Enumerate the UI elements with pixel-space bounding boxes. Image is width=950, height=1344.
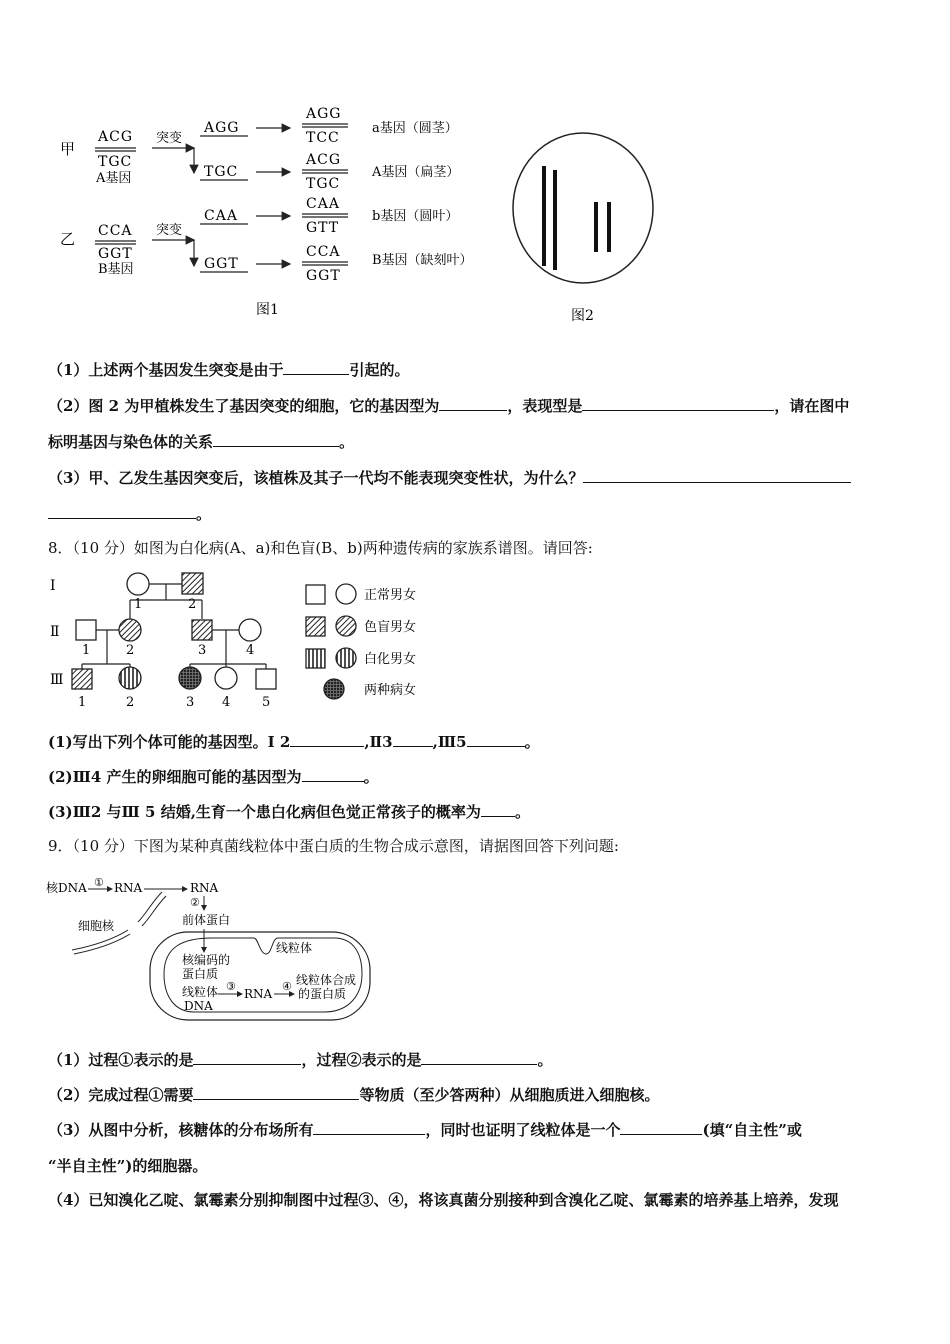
q8-title: 8．（10 分）如图为白化病(A、a)和色盲(B、b)两种遗传病的家族系谱图。请回答:: [48, 539, 593, 557]
q7-blank-6[interactable]: [48, 504, 196, 519]
yi-norm-strand: GGT: [204, 256, 239, 272]
q8-part-1: (1)写出下列个体可能的基因型。Ⅰ 2 ,Ⅱ3 ,Ⅲ5 。: [48, 733, 540, 751]
jia-mut-strand: AGG: [204, 120, 240, 136]
yi-mut-name: b基因（圆叶）: [372, 209, 459, 224]
q9-part-1: （1）过程①表示的是 ，过程②表示的是 。: [48, 1051, 553, 1069]
q7-blank-5[interactable]: [583, 468, 851, 483]
mito-protein-diagram: [44, 874, 384, 1024]
q9-blank-5[interactable]: [620, 1120, 702, 1135]
mt-protein-2: 的蛋白质: [298, 987, 347, 1001]
legend-normal: 正常男女: [364, 588, 417, 603]
q7-part-1: （1）上述两个基因发生突变是由于 引起的。: [48, 361, 410, 379]
mito-label: 线粒体: [276, 941, 313, 955]
jia-orig-top: ACG: [98, 129, 134, 145]
nuclear-envelope: [138, 892, 162, 922]
mt-dna-2: DNA: [184, 999, 213, 1013]
q9-blank-2[interactable]: [421, 1050, 537, 1065]
yi-norm-bottom: GGT: [306, 268, 341, 284]
q8-blank-5[interactable]: [481, 802, 515, 817]
rna-1: RNA: [114, 881, 143, 895]
q9-part-4: （4）已知溴化乙啶、氯霉素分别抑制图中过程③、④，将该真菌分别接种到含溴化乙啶、氯霉素的培养基上培养，发现: [48, 1191, 839, 1209]
jia-norm-name: A基因（扁茎）: [372, 165, 460, 180]
yi-mut-strand: CAA: [204, 208, 238, 224]
gen1-female-1: [127, 573, 149, 595]
figure-1: [48, 98, 508, 328]
q8-blank-3[interactable]: [467, 732, 525, 747]
gen-label-1: Ⅰ: [50, 578, 56, 594]
q7-blank-2[interactable]: [439, 396, 507, 411]
gen3-female-2: [119, 667, 141, 689]
figure-1-caption: 图1: [256, 302, 279, 318]
q8-blank-4[interactable]: [302, 767, 364, 782]
jia-orig-name: A基因: [96, 171, 132, 186]
gen2-female-4: [239, 619, 261, 641]
figure-2-caption: 图2: [571, 308, 594, 324]
pedigree-chart: [44, 566, 444, 716]
gen1-male-2: [182, 573, 203, 594]
gen3-male-5: [256, 669, 276, 689]
q9-blank-4[interactable]: [313, 1120, 425, 1135]
mt-protein-1: 线粒体合成: [296, 973, 357, 987]
precursor-protein: 前体蛋白: [182, 913, 231, 927]
gen2-female-2: [119, 619, 141, 641]
jia-mutation: 突变: [156, 131, 183, 146]
step-1: ①: [94, 876, 104, 889]
yi-orig-bottom: GGT: [98, 246, 133, 262]
nucleus-label: 细胞核: [78, 919, 115, 933]
gen2-num-3: 3: [198, 643, 207, 658]
q7-part-3: （3）甲、乙发生基因突变后，该植株及其子一代均不能表现突变性状，为什么？: [48, 468, 851, 488]
jia-norm-top: ACG: [306, 152, 342, 168]
q7-blank-3[interactable]: [582, 396, 774, 411]
nuc-dna: 核DNA: [46, 881, 87, 895]
gen3-num-1: 1: [78, 695, 87, 710]
gen3-female-3: [179, 667, 201, 689]
yi-mutation: 突变: [156, 223, 183, 238]
q7-blank-1[interactable]: [283, 360, 349, 375]
yi-mut-top: CAA: [306, 196, 340, 212]
yi-orig-top: CCA: [98, 223, 133, 239]
q9-part-2: （2）完成过程①需要 等物质（至少答两种）从细胞质进入细胞核。: [48, 1086, 660, 1104]
q7-part-2b: 标明基因与染色体的关系 。: [48, 433, 355, 451]
yi-mut-bottom: GTT: [306, 220, 340, 236]
jia-mut-name: a基因（圆茎）: [372, 121, 458, 136]
cell-outline: [513, 133, 653, 283]
rna-3: RNA: [244, 987, 273, 1001]
mt-dna-1: 线粒体: [182, 985, 219, 999]
jia-norm-bottom: TGC: [306, 176, 341, 192]
jia-label: 甲: [60, 140, 76, 158]
nuc-coded-1: 核编码的: [182, 953, 231, 967]
q8-blank-1[interactable]: [290, 732, 364, 747]
yi-norm-top: CCA: [306, 244, 341, 260]
jia-orig-bottom: TGC: [98, 154, 133, 170]
q9-blank-1[interactable]: [193, 1050, 301, 1065]
yi-label: 乙: [60, 230, 76, 248]
gen-label-2: Ⅱ: [50, 624, 60, 640]
gen2-num-4: 4: [246, 643, 255, 658]
jia-norm-strand: TGC: [204, 164, 239, 180]
q8-blank-2[interactable]: [393, 732, 433, 747]
gen2-num-1: 1: [82, 643, 91, 658]
step-2: ②: [190, 896, 200, 909]
gen-label-3: Ⅲ: [50, 672, 64, 688]
gen3-female-4: [215, 667, 237, 689]
gen3-num-2: 2: [126, 695, 135, 710]
gen1-num-1: 1: [134, 597, 143, 612]
step-4: ④: [282, 980, 292, 993]
legend-colorblind: 色盲男女: [364, 620, 417, 635]
q9-blank-3[interactable]: [193, 1085, 359, 1100]
gen2-male-3: [192, 620, 212, 640]
gen3-male-1: [72, 669, 92, 689]
figure-2: [508, 128, 658, 333]
q9-part-3b: “半自主性”)的细胞器。: [48, 1157, 208, 1175]
yi-orig-name: B基因: [98, 262, 134, 277]
jia-mut-bottom: TCC: [306, 130, 340, 146]
gen3-num-3: 3: [186, 695, 195, 710]
q8-part-2: (2)Ⅲ4 产生的卵细胞可能的基因型为 。: [48, 768, 379, 786]
q9-title: 9．（10 分）下图为某种真菌线粒体中蛋白质的生物合成示意图，请据图回答下列问题:: [48, 837, 619, 855]
q7-part-3b: 。: [48, 504, 211, 524]
jia-mut-top: AGG: [306, 106, 342, 122]
gen3-num-5: 5: [262, 695, 271, 710]
gen3-num-4: 4: [222, 695, 231, 710]
q8-part-3: (3)Ⅲ2 与Ⅲ 5 结婚,生育一个患白化病但色觉正常孩子的概率为 。: [48, 803, 530, 821]
gen1-num-2: 2: [188, 597, 197, 612]
gen2-male-1: [76, 620, 96, 640]
q7-blank-4[interactable]: [213, 432, 339, 447]
step-3: ③: [226, 980, 236, 993]
legend-both: 两种病女: [364, 683, 417, 698]
q9-part-3: （3）从图中分析，核糖体的分布场所有 ，同时也证明了线粒体是一个 (填“自主性”或: [48, 1121, 802, 1139]
q7-part-2: （2）图 2 为甲植株发生了基因突变的细胞，它的基因型为 ，表现型是 ，请在图中: [48, 397, 850, 415]
gen2-num-2: 2: [126, 643, 135, 658]
rna-2: RNA: [190, 881, 219, 895]
legend-albinism: 白化男女: [364, 652, 417, 667]
yi-norm-name: B基因（缺刻叶）: [372, 253, 473, 268]
nuc-coded-2: 蛋白质: [182, 967, 219, 981]
